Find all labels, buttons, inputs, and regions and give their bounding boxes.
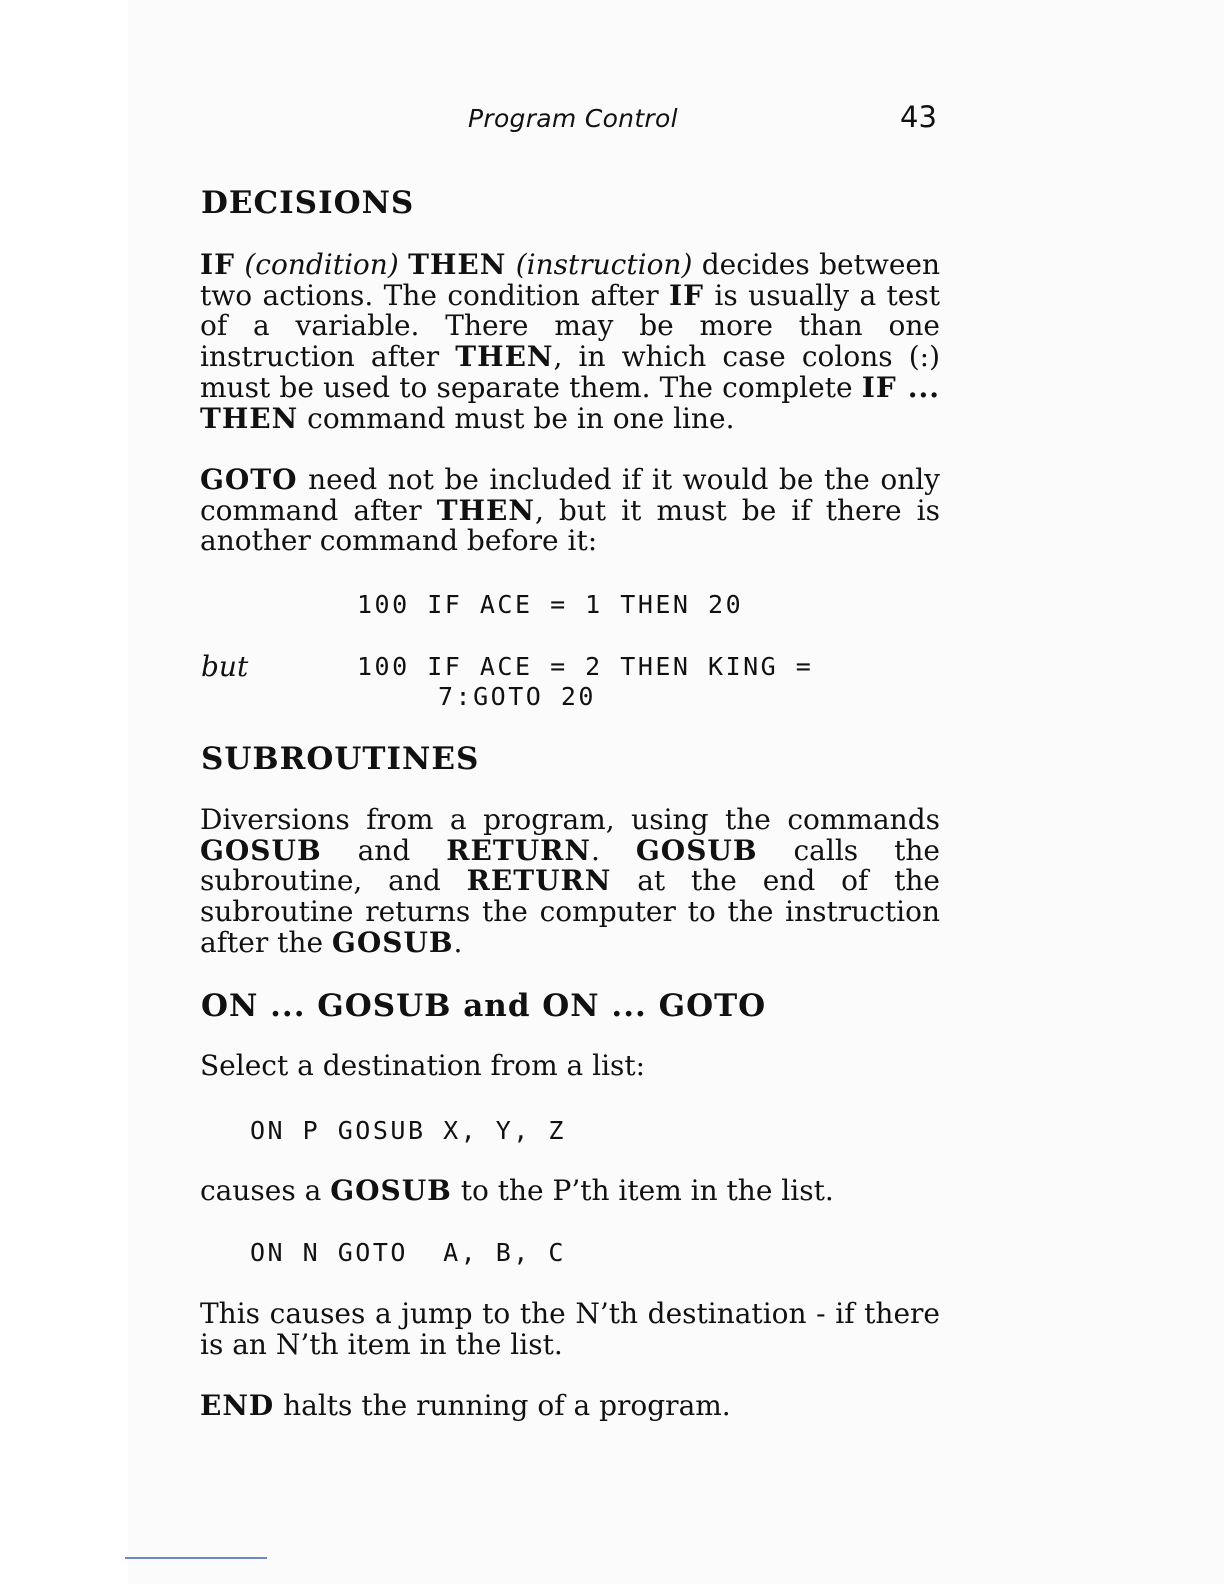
text-run: , but it must be if there is another command before it: <box>200 493 940 558</box>
keyword-goto: GOTO <box>200 463 298 496</box>
text-run: at the end of the subroutine returns the computer to the instruction after the <box>200 864 941 959</box>
text-run: to the P’th item in the list. <box>451 1174 834 1207</box>
keyword-then: THEN <box>436 493 535 527</box>
on-section-heading-text: ON ... GOSUB and ON ... GOTO <box>201 988 767 1024</box>
instruction-placeholder: (instruction) <box>506 248 693 281</box>
running-title: Program Control <box>468 104 678 133</box>
keyword-gosub: GOSUB <box>635 833 758 867</box>
text-run: calls the subroutine, and <box>200 833 940 898</box>
keyword-if: IF <box>200 248 235 281</box>
keyword-end: END <box>200 1389 275 1422</box>
code-example-2-line-1: 100 IF ACE = 2 THEN KING = <box>357 652 814 681</box>
decisions-paragraph-1 <box>200 250 940 434</box>
decisions-paragraph-2 <box>200 465 940 557</box>
on-section-intro: Select a destination from a list: <box>200 1049 646 1082</box>
text-run: , in which case colons (:) must be used to separate them. The complete <box>200 340 940 404</box>
text-run: and <box>321 833 447 867</box>
decisions-heading: DECISIONS <box>201 185 415 221</box>
code-example-2-line-2: 7:GOTO 20 <box>438 682 596 711</box>
text-run: decides between two actions. The condition after <box>200 248 941 312</box>
keyword-gosub: GOSUB <box>200 833 322 867</box>
text-run: halts the running of a program. <box>274 1389 731 1422</box>
text-run: is usually a test of a variable. There may be more than one instruction after <box>200 278 940 374</box>
on-section-paragraph-2 <box>200 1176 940 1207</box>
on-section-paragraph-3: This causes a jump to the N’th destination - if there is an N’th item in the list. <box>200 1297 940 1361</box>
code-on-goto: ON N GOTO A, B, C <box>250 1238 566 1267</box>
code-example-1: 100 IF ACE = 1 THEN 20 <box>357 590 744 619</box>
page-number: 43 <box>900 100 937 134</box>
keyword-if: IF <box>669 278 704 312</box>
subroutines-heading: SUBROUTINES <box>201 741 480 777</box>
text-run: causes a <box>200 1174 331 1207</box>
text-run: . <box>453 925 463 959</box>
keyword-then: THEN <box>455 340 554 374</box>
keyword-gosub: GOSUB <box>331 925 454 959</box>
keyword-return: RETURN <box>466 864 612 898</box>
subroutines-paragraph <box>200 805 940 959</box>
code-on-gosub: ON P GOSUB X, Y, Z <box>250 1116 566 1145</box>
text-run: Diversions from a program, using the commands <box>200 803 940 836</box>
on-section-heading <box>201 988 766 1024</box>
but-label: but <box>201 650 249 683</box>
end-paragraph <box>200 1391 940 1422</box>
text-run: . <box>590 833 636 867</box>
condition-placeholder: (condition) <box>234 248 409 281</box>
text-run: need not be included if it would be the only command after <box>200 463 940 527</box>
text-run: command must be in one line. <box>298 401 735 435</box>
keyword-gosub: GOSUB <box>330 1174 452 1207</box>
footer-rule <box>125 1557 267 1559</box>
keyword-then: THEN <box>408 248 507 281</box>
keyword-if-then: IF ... THEN <box>200 370 941 435</box>
keyword-return: RETURN <box>446 833 591 867</box>
